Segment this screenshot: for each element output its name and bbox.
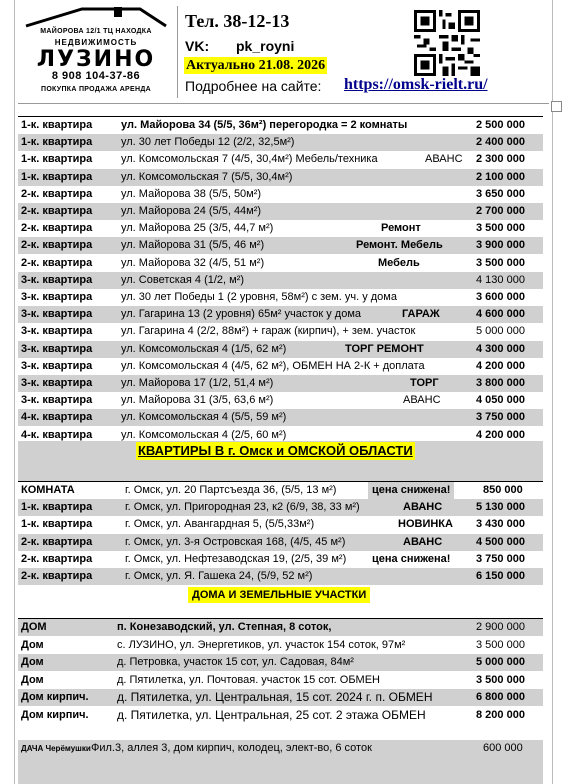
listing-type: 2-к. квартира	[21, 552, 93, 565]
resize-handle[interactable]	[551, 101, 562, 112]
listing-type: 1-к. квартира	[21, 501, 93, 514]
listing-address: ул. Гагарина 13 (2 уровня) 65м² участок у дома	[121, 308, 362, 321]
listing-price: 3 430 000	[476, 518, 525, 531]
logo-subtitle: НЕДВИЖИМОСТЬ	[54, 38, 138, 47]
apartment-row	[18, 375, 543, 392]
more-info-label: Подробнее на сайте:	[185, 78, 322, 94]
apartment-row	[18, 237, 543, 254]
listing-price: 3 500 000	[476, 222, 525, 235]
listing-type: 3-к. квартира	[21, 394, 93, 407]
omsk-row	[18, 551, 543, 568]
listing-type: Дом	[21, 638, 44, 651]
apartment-row	[18, 409, 543, 426]
listing-address: ул. 30 лет Победы 12 (2/2, 32,5м²)	[121, 136, 295, 149]
apartment-row	[18, 220, 543, 237]
dacha-row	[18, 740, 543, 784]
listing-price: 3 650 000	[476, 187, 525, 200]
apartment-row	[18, 341, 543, 358]
section-omsk-title: КВАРТИРЫ В г. Омск и ОМСКОЙ ОБЛАСТИ	[138, 443, 413, 458]
listing-address: Фил.3, аллея 3, дом кирпич, колодец, элект-во, 6 соток	[91, 742, 372, 754]
listing-price: 8 200 000	[476, 708, 525, 721]
listing-price: 5 130 000	[476, 501, 525, 514]
listing-address: ул. Комсомольская 4 (1/5, 62 м²)	[121, 342, 287, 355]
listing-price: 2 300 000	[476, 153, 525, 166]
listing-price: 5 000 000	[476, 656, 525, 668]
omsk-row	[18, 568, 543, 585]
listing-price: 4 500 000	[476, 535, 525, 548]
listing-address: ул. Гагарина 4 (2/2, 88м²) + гараж (кирпич), + зем. участок	[121, 325, 416, 338]
listing-type: 3-к. квартира	[21, 291, 93, 303]
listing-address: д. Пятилетка, ул. Центральная, 25 сот. 2 этажа ОБМЕН	[117, 707, 426, 722]
listing-address: г. Омск, ул. Пригородная 23, к2 (6/9, 38, 33 м²)	[125, 501, 360, 514]
apartment-row	[18, 289, 543, 306]
listing-address: г. Омск, ул. 20 Партсъезда 36, (5/5, 13 м²)	[125, 484, 337, 496]
house-row	[18, 672, 543, 689]
listing-address: ул. Майорова 24 (5/5, 44м²)	[121, 205, 262, 217]
listing-price: 850 000	[483, 484, 523, 496]
omsk-row	[18, 482, 543, 499]
listing-price: 5 000 000	[476, 325, 525, 338]
apartment-row	[18, 117, 543, 134]
header-divider	[177, 6, 178, 98]
section-houses-title: ДОМА И ЗЕМЕЛЬНЫЕ УЧАСТКИ	[188, 587, 370, 603]
listing-type: 2-к. квартира	[21, 535, 93, 548]
apartment-row	[18, 255, 543, 272]
listing-address: ул. Майорова 38 (5/5, 50м²)	[121, 187, 262, 200]
listing-type: 1-к. квартира	[21, 518, 93, 531]
listing-note: цена снижена!	[372, 552, 451, 565]
listing-note: ТОРГ РЕМОНТ	[345, 342, 424, 355]
listing-type: 1-к. квартира	[21, 170, 93, 183]
company-logo	[22, 4, 170, 98]
listing-price: 2 100 000	[476, 170, 525, 183]
listing-price: 4 050 000	[476, 394, 525, 407]
listing-note: Мебель	[378, 256, 420, 269]
qr-code-icon	[414, 10, 480, 76]
apartment-row	[18, 186, 543, 203]
omsk-row	[18, 516, 543, 533]
listing-note: ТОРГ	[410, 377, 439, 389]
logo-name: ЛУЗИНО	[36, 47, 156, 72]
apartment-row	[18, 134, 543, 151]
listing-address: ул. Майорова 17 (1/2, 51,4 м²)	[121, 377, 274, 389]
listing-address: ул. Комсомольская 7 (4/5, 30,4м²) Мебель/техника	[121, 153, 378, 166]
listing-address: г. Омск, ул. Нефтезаводская 19, (2/5, 39 м²)	[125, 552, 347, 565]
listing-type: 3-к. квартира	[21, 273, 93, 286]
listing-note: АВАНС	[403, 501, 443, 514]
listing-type: 2-к. квартира	[21, 256, 93, 269]
apartment-row	[18, 392, 543, 409]
website-link[interactable]: https://omsk-rielt.ru/	[344, 76, 488, 93]
listing-price: 3 500 000	[476, 673, 525, 686]
house-row	[18, 619, 543, 636]
listing-price: 2 400 000	[476, 136, 525, 149]
listing-price: 2 700 000	[476, 205, 525, 217]
listing-address: ул. Комсомольская 4 (2/5, 60 м²)	[121, 428, 287, 441]
listing-note: Ремонт. Мебель	[356, 239, 443, 252]
listing-price: 3 750 000	[476, 552, 525, 565]
listing-price: 3 800 000	[476, 377, 525, 389]
listing-type: ДОМ	[21, 621, 47, 633]
listing-type: 3-к. квартира	[21, 325, 93, 338]
listing-price: 6 150 000	[476, 570, 525, 582]
listing-price: 4 200 000	[476, 428, 525, 441]
listing-type: 1-к. квартира	[21, 136, 93, 149]
listing-price: 4 130 000	[476, 273, 525, 286]
listing-type: 3-к. квартира	[21, 359, 93, 372]
apartment-row	[18, 151, 543, 168]
listing-address: ул. Советская 4 (1/2, м²)	[121, 273, 245, 286]
listing-address: ул. Майорова 31 (5/5, 46 м²)	[121, 239, 265, 252]
listing-address: ул. Майорова 31 (3/5, 63,6 м²)	[121, 394, 274, 407]
listing-type: 4-к. квартира	[21, 411, 93, 424]
house-row	[18, 689, 543, 706]
listing-price: 600 000	[483, 742, 523, 754]
listing-note: НОВИНКА	[398, 518, 453, 531]
listing-address: д. Петровка, участок 15 сот, ул. Садовая, 84м²	[117, 656, 354, 668]
listing-address: ул. Комсомольская 7 (5/5, 30,4м²)	[121, 170, 293, 183]
listing-price: 3 500 000	[476, 638, 525, 651]
listing-price: 2 500 000	[476, 119, 525, 131]
listing-address: г. Омск, ул. Авангардная 5, (5/5,33м²)	[125, 518, 315, 531]
listing-address: с. ЛУЗИНО, ул. Энергетиков, ул. участок 154 соток, 97м²	[117, 638, 406, 651]
apartment-row	[18, 323, 543, 340]
listing-price: 3 500 000	[476, 256, 525, 269]
listing-price: 3 600 000	[476, 291, 525, 303]
apartment-row	[18, 169, 543, 186]
omsk-row	[18, 534, 543, 551]
logo-address: МАЙОРОВА 12/1 ТЦ НАХОДКА	[40, 28, 152, 35]
vk-username[interactable]: pk_royni	[236, 38, 295, 54]
listing-type: 4-к. квартира	[21, 428, 93, 441]
listing-price: 6 800 000	[476, 691, 525, 703]
listing-type: Дом	[21, 673, 44, 686]
listing-type: 2-к. квартира	[21, 187, 93, 200]
apartment-row	[18, 358, 543, 375]
listing-address: г. Омск, ул. Я. Гашека 24, (5/9, 52 м²)	[125, 570, 313, 582]
listing-type: 1-к. квартира	[21, 153, 93, 166]
listing-type: 2-к. квартира	[21, 239, 93, 252]
listing-note: АВАНС	[403, 394, 441, 407]
listing-price: 4 300 000	[476, 342, 525, 355]
listing-price: 4 600 000	[476, 308, 525, 321]
listing-type: 3-к. квартира	[21, 342, 93, 355]
listing-note: цена снижена!	[368, 482, 454, 499]
house-row	[18, 637, 543, 654]
listing-type: 3-к. квартира	[21, 377, 93, 389]
house-row	[18, 654, 543, 671]
listing-note: ГАРАЖ	[402, 308, 440, 321]
logo-services: ПОКУПКА ПРОДАЖА АРЕНДА	[40, 86, 151, 93]
listing-address: г. Омск, ул. 3-я Островская 168, (4/5, 45 м²)	[125, 535, 346, 548]
listing-note: АВАНС	[425, 153, 463, 166]
listing-address: ул. Майорова 34 (5/5, 36м²) перегородка = 2 комнаты	[121, 119, 408, 131]
listing-type: 2-к. квартира	[21, 222, 93, 235]
listing-address: ул. Комсомольская 4 (4/5, 62 м²), ОБМЕН НА 2-К + доплата	[121, 359, 425, 372]
apartment-row	[18, 272, 543, 289]
header-bottom-line	[18, 103, 549, 104]
listing-price: 2 900 000	[476, 621, 525, 633]
listing-type: Дом кирпич.	[21, 708, 89, 721]
listing-address: ул. Комсомольская 4 (5/5, 59 м²)	[121, 411, 287, 424]
listing-type: 2-к. квартира	[21, 570, 93, 582]
omsk-row	[18, 499, 543, 516]
listing-address: ул. 30 лет Победы 1 (2 уровня, 58м²) с зем. уч. у дома	[121, 291, 397, 303]
listing-address: ул. Майорова 25 (3/5, 44,7 м²)	[121, 222, 274, 235]
listing-price: 3 900 000	[476, 239, 525, 252]
listing-address: д. Пятилетка, ул. Почтовая. участок 15 сот. ОБМЕН	[117, 673, 381, 686]
listing-type: 3-к. квартира	[21, 308, 93, 321]
listing-type: Дом кирпич.	[21, 691, 89, 703]
listing-note: АВАНС	[403, 535, 443, 548]
listing-note: Ремонт	[381, 222, 421, 235]
logo-phone: 8 908 104-37-86	[51, 70, 141, 82]
apartment-row	[18, 203, 543, 220]
listing-type: 1-к. квартира	[21, 119, 93, 131]
apartment-row	[18, 306, 543, 323]
listing-type: ДАЧА Черёмушки	[21, 744, 91, 753]
vk-label: VK:	[185, 38, 210, 54]
listing-type: 2-к. квартира	[21, 205, 93, 217]
house-row	[18, 707, 543, 724]
listing-address: д. Пятилетка, ул. Центральная, 15 сот. 2024 г. п. ОБМЕН	[117, 690, 433, 704]
listing-price: 3 750 000	[476, 411, 525, 424]
listing-type: КОМНАТА	[21, 484, 75, 496]
listing-address: п. Конезаводский, ул. Степная, 8 соток,	[117, 621, 332, 633]
listing-address: ул. Майорова 32 (4/5, 51 м²)	[121, 256, 265, 269]
actual-date: Актуально 21.08. 2026	[186, 58, 326, 73]
header-phone: Тел. 38-12-13	[185, 11, 290, 31]
listing-price: 4 200 000	[476, 359, 525, 372]
listing-type: Дом	[21, 656, 44, 668]
